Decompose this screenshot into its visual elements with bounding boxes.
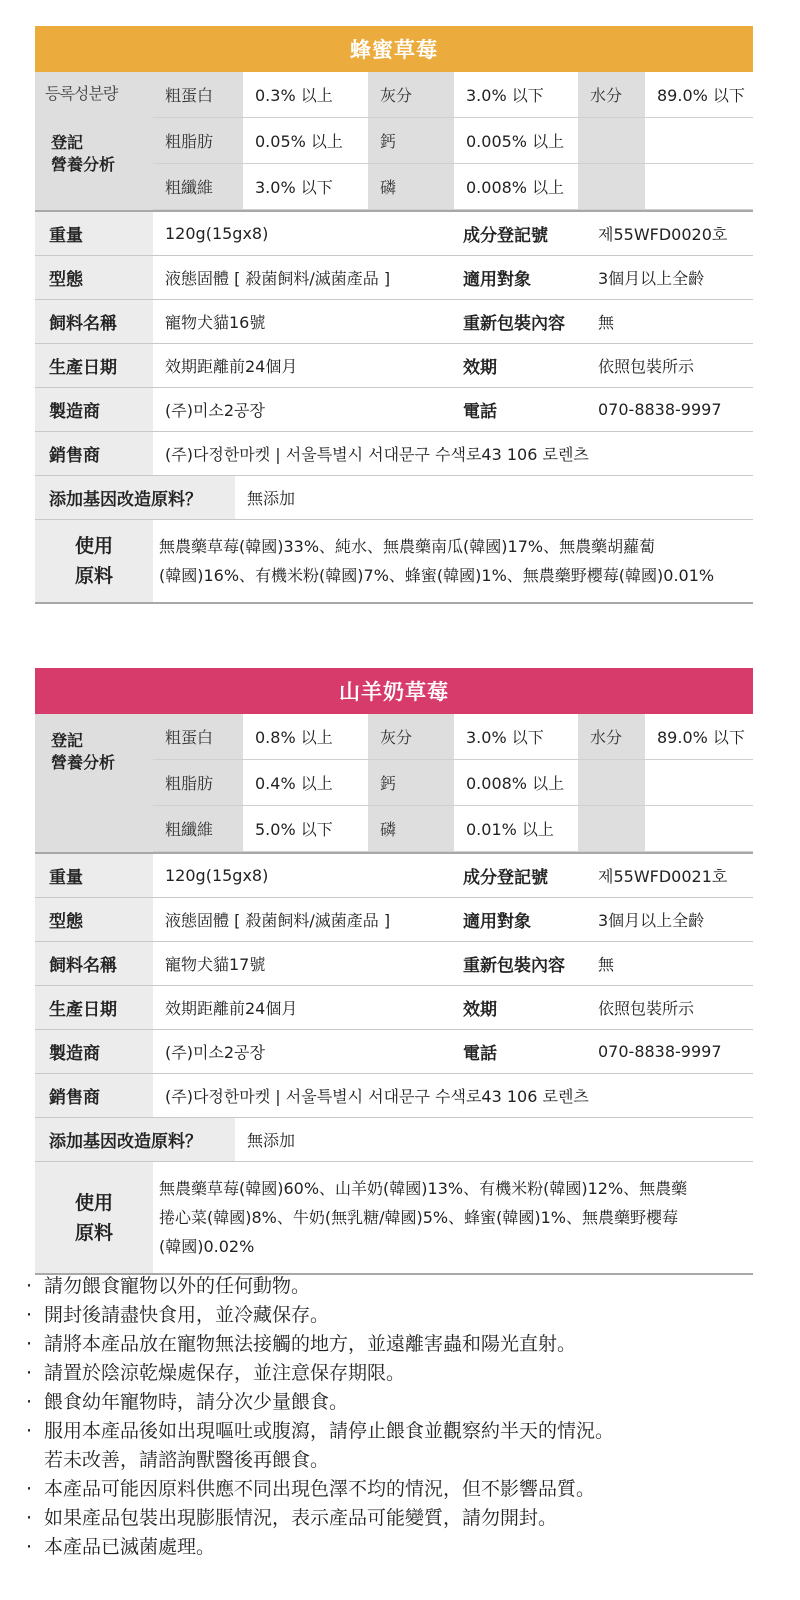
maker-value: (주)미소2공장	[165, 401, 265, 420]
blank-cell	[645, 806, 753, 852]
regno-value: 제55WFD0021호	[598, 867, 728, 886]
blank-cell	[578, 806, 645, 852]
bullet-icon: ·	[26, 1275, 33, 1297]
care-note: · 開封後請盡快食用，並冷藏保存。	[26, 1301, 786, 1330]
repack-value: 無	[598, 313, 615, 332]
blank-cell	[578, 118, 645, 164]
care-note: · 請將本產品放在寵物無法接觸的地方，並遠離害蟲和陽光直射。	[26, 1330, 786, 1359]
expiry-value: 依照包裝所示	[598, 999, 695, 1018]
care-note: · 餵食幼年寵物時，請分次少量餵食。	[26, 1388, 786, 1417]
care-note: · 本產品可能因原料供應不同出現色澤不均的情況，但不影響品質。	[26, 1475, 786, 1504]
nutrition-grid	[35, 72, 753, 212]
blank-cell	[578, 760, 645, 806]
fiber-value: 3.0% 以下	[243, 164, 368, 210]
fat-label: 粗脂肪	[153, 118, 243, 164]
ash-label: 灰分	[368, 714, 454, 760]
maker-value: (주)미소2공장	[165, 1043, 265, 1062]
info-row	[35, 256, 753, 300]
calcium-value: 0.008% 以上	[454, 760, 578, 806]
bullet-icon: ·	[26, 1420, 33, 1442]
nutrition-grid	[35, 714, 753, 854]
product-title-banner: 蜂蜜草莓	[35, 26, 753, 72]
bullet-icon: ·	[26, 1536, 33, 1558]
maker-label: 製造商	[35, 388, 153, 431]
product-info	[35, 854, 753, 1162]
ash-value: 3.0% 以下	[454, 714, 578, 760]
weight-label: 重量	[35, 854, 153, 897]
phone-label: 電話	[453, 388, 588, 431]
form-label: 型態	[35, 898, 153, 941]
feedname-label: 飼料名稱	[35, 300, 153, 343]
water-value: 89.0% 以下	[645, 714, 753, 760]
ash-label: 灰分	[368, 72, 454, 118]
blank-cell	[645, 760, 753, 806]
phosphorus-value: 0.008% 以上	[454, 164, 578, 210]
bullet-icon: ·	[26, 1333, 33, 1355]
seller-value: (주)다정한마켓 | 서울특별시 서대문구 수색로43 106 로렌츠	[165, 1087, 589, 1106]
gmo-label: 添加基因改造原料？	[35, 476, 235, 519]
seller-label: 銷售商	[35, 432, 153, 475]
gmo-label: 添加基因改造原料？	[35, 1118, 235, 1161]
blank-cell	[645, 164, 753, 210]
ingredients-label: 使用 原料	[35, 520, 153, 602]
fiber-label: 粗纖維	[153, 164, 243, 210]
water-value: 89.0% 以下	[645, 72, 753, 118]
nutrition-label-korean: 등록성분량	[45, 84, 118, 103]
calcium-label: 鈣	[368, 760, 454, 806]
product-info	[35, 212, 753, 520]
care-note: · 請勿餵食寵物以外的任何動物。	[26, 1272, 786, 1301]
mfgdate-label: 生產日期	[35, 344, 153, 387]
target-label: 適用對象	[453, 256, 588, 299]
feedname-label: 飼料名稱	[35, 942, 153, 985]
blank-cell	[578, 164, 645, 210]
nutrition-label: 등록성분량 登記 營養分析	[35, 72, 153, 210]
info-row	[35, 942, 753, 986]
phosphorus-value: 0.01% 以上	[454, 806, 578, 852]
regno-label: 成分登記號	[453, 212, 588, 255]
mfgdate-value: 效期距離前24個月	[165, 357, 298, 376]
seller-value: (주)다정한마켓 | 서울특별시 서대문구 수색로43 106 로렌츠	[165, 445, 589, 464]
phone-value: 070-8838-9997	[598, 400, 722, 419]
product-table-honey-strawberry	[35, 26, 753, 604]
info-row	[35, 1030, 753, 1074]
repack-value: 無	[598, 955, 615, 974]
care-note: · 本產品已滅菌處理。	[26, 1533, 786, 1562]
ingredients-label: 使用 原料	[35, 1162, 153, 1273]
ingredients-row	[35, 520, 753, 604]
protein-label: 粗蛋白	[153, 72, 243, 118]
ingredients-value: 無農藥草莓(韓國)33%、純水、無農藥南瓜(韓國)17%、無農藥胡蘿蔔 (韓國)16%、有機米粉(韓國)7%、蜂蜜(韓國)1%、無農藥野櫻莓(韓國)0.01%	[159, 537, 715, 585]
phosphorus-label: 磷	[368, 806, 454, 852]
info-row	[35, 300, 753, 344]
expiry-label: 效期	[453, 986, 588, 1029]
ash-value: 3.0% 以下	[454, 72, 578, 118]
phone-label: 電話	[453, 1030, 588, 1073]
fat-value: 0.4% 以上	[243, 760, 368, 806]
nutrition-label: 登記 營養分析	[35, 714, 153, 852]
fiber-value: 5.0% 以下	[243, 806, 368, 852]
care-note: · 請置於陰涼乾燥處保存，並注意保存期限。	[26, 1359, 786, 1388]
info-row	[35, 388, 753, 432]
info-row	[35, 1074, 753, 1118]
info-row	[35, 986, 753, 1030]
expiry-value: 依照包裝所示	[598, 357, 695, 376]
ingredients-value: 無農藥草莓(韓國)60%、山羊奶(韓國)13%、有機米粉(韓國)12%、無農藥 捲心菜(韓國)8%、牛奶(無乳糖/韓國)5%、蜂蜜(韓國)1%、無農藥野櫻莓 (韓國)0.02%	[159, 1179, 688, 1256]
care-notes-list	[26, 1272, 786, 1562]
bullet-icon: ·	[26, 1478, 33, 1500]
care-note: · 服用本產品後如出現嘔吐或腹瀉，請停止餵食並觀察約半天的情況。 若未改善，請諮詢獸醫後再餵食。	[26, 1417, 786, 1475]
regno-value: 제55WFD0020호	[598, 225, 728, 244]
target-value: 3個月以上全齡	[598, 269, 705, 288]
info-row	[35, 854, 753, 898]
protein-value: 0.8% 以上	[243, 714, 368, 760]
blank-cell	[645, 118, 753, 164]
regno-label: 成分登記號	[453, 854, 588, 897]
water-label: 水分	[578, 714, 645, 760]
form-label: 型態	[35, 256, 153, 299]
product-table-goat-milk-strawberry	[35, 668, 753, 1275]
mfgdate-label: 生產日期	[35, 986, 153, 1029]
weight-value: 120g(15gx8)	[165, 224, 269, 243]
phone-value: 070-8838-9997	[598, 1042, 722, 1061]
repack-label: 重新包裝內容	[453, 942, 588, 985]
seller-label: 銷售商	[35, 1074, 153, 1117]
feedname-value: 寵物犬貓17號	[165, 955, 266, 974]
fiber-label: 粗纖維	[153, 806, 243, 852]
info-row	[35, 344, 753, 388]
info-row	[35, 212, 753, 256]
care-note: · 如果產品包裝出現膨脹情況，表示產品可能變質，請勿開封。	[26, 1504, 786, 1533]
weight-label: 重量	[35, 212, 153, 255]
form-value: 液態固體 [ 殺菌飼料/滅菌產品 ]	[165, 269, 391, 288]
ingredients-row	[35, 1162, 753, 1275]
gmo-value: 無添加	[247, 489, 296, 508]
repack-label: 重新包裝內容	[453, 300, 588, 343]
info-row	[35, 898, 753, 942]
calcium-label: 鈣	[368, 118, 454, 164]
bullet-icon: ·	[26, 1391, 33, 1413]
bullet-icon: ·	[26, 1304, 33, 1326]
maker-label: 製造商	[35, 1030, 153, 1073]
gmo-value: 無添加	[247, 1131, 296, 1150]
bullet-icon: ·	[26, 1362, 33, 1384]
fat-value: 0.05% 以上	[243, 118, 368, 164]
info-row	[35, 1118, 753, 1162]
phosphorus-label: 磷	[368, 164, 454, 210]
form-value: 液態固體 [ 殺菌飼料/滅菌產品 ]	[165, 911, 391, 930]
mfgdate-value: 效期距離前24個月	[165, 999, 298, 1018]
weight-value: 120g(15gx8)	[165, 866, 269, 885]
product-title-banner: 山羊奶草莓	[35, 668, 753, 714]
target-label: 適用對象	[453, 898, 588, 941]
expiry-label: 效期	[453, 344, 588, 387]
protein-value: 0.3% 以上	[243, 72, 368, 118]
info-row	[35, 476, 753, 520]
calcium-value: 0.005% 以上	[454, 118, 578, 164]
water-label: 水分	[578, 72, 645, 118]
fat-label: 粗脂肪	[153, 760, 243, 806]
info-row	[35, 432, 753, 476]
protein-label: 粗蛋白	[153, 714, 243, 760]
feedname-value: 寵物犬貓16號	[165, 313, 266, 332]
bullet-icon: ·	[26, 1507, 33, 1529]
target-value: 3個月以上全齡	[598, 911, 705, 930]
